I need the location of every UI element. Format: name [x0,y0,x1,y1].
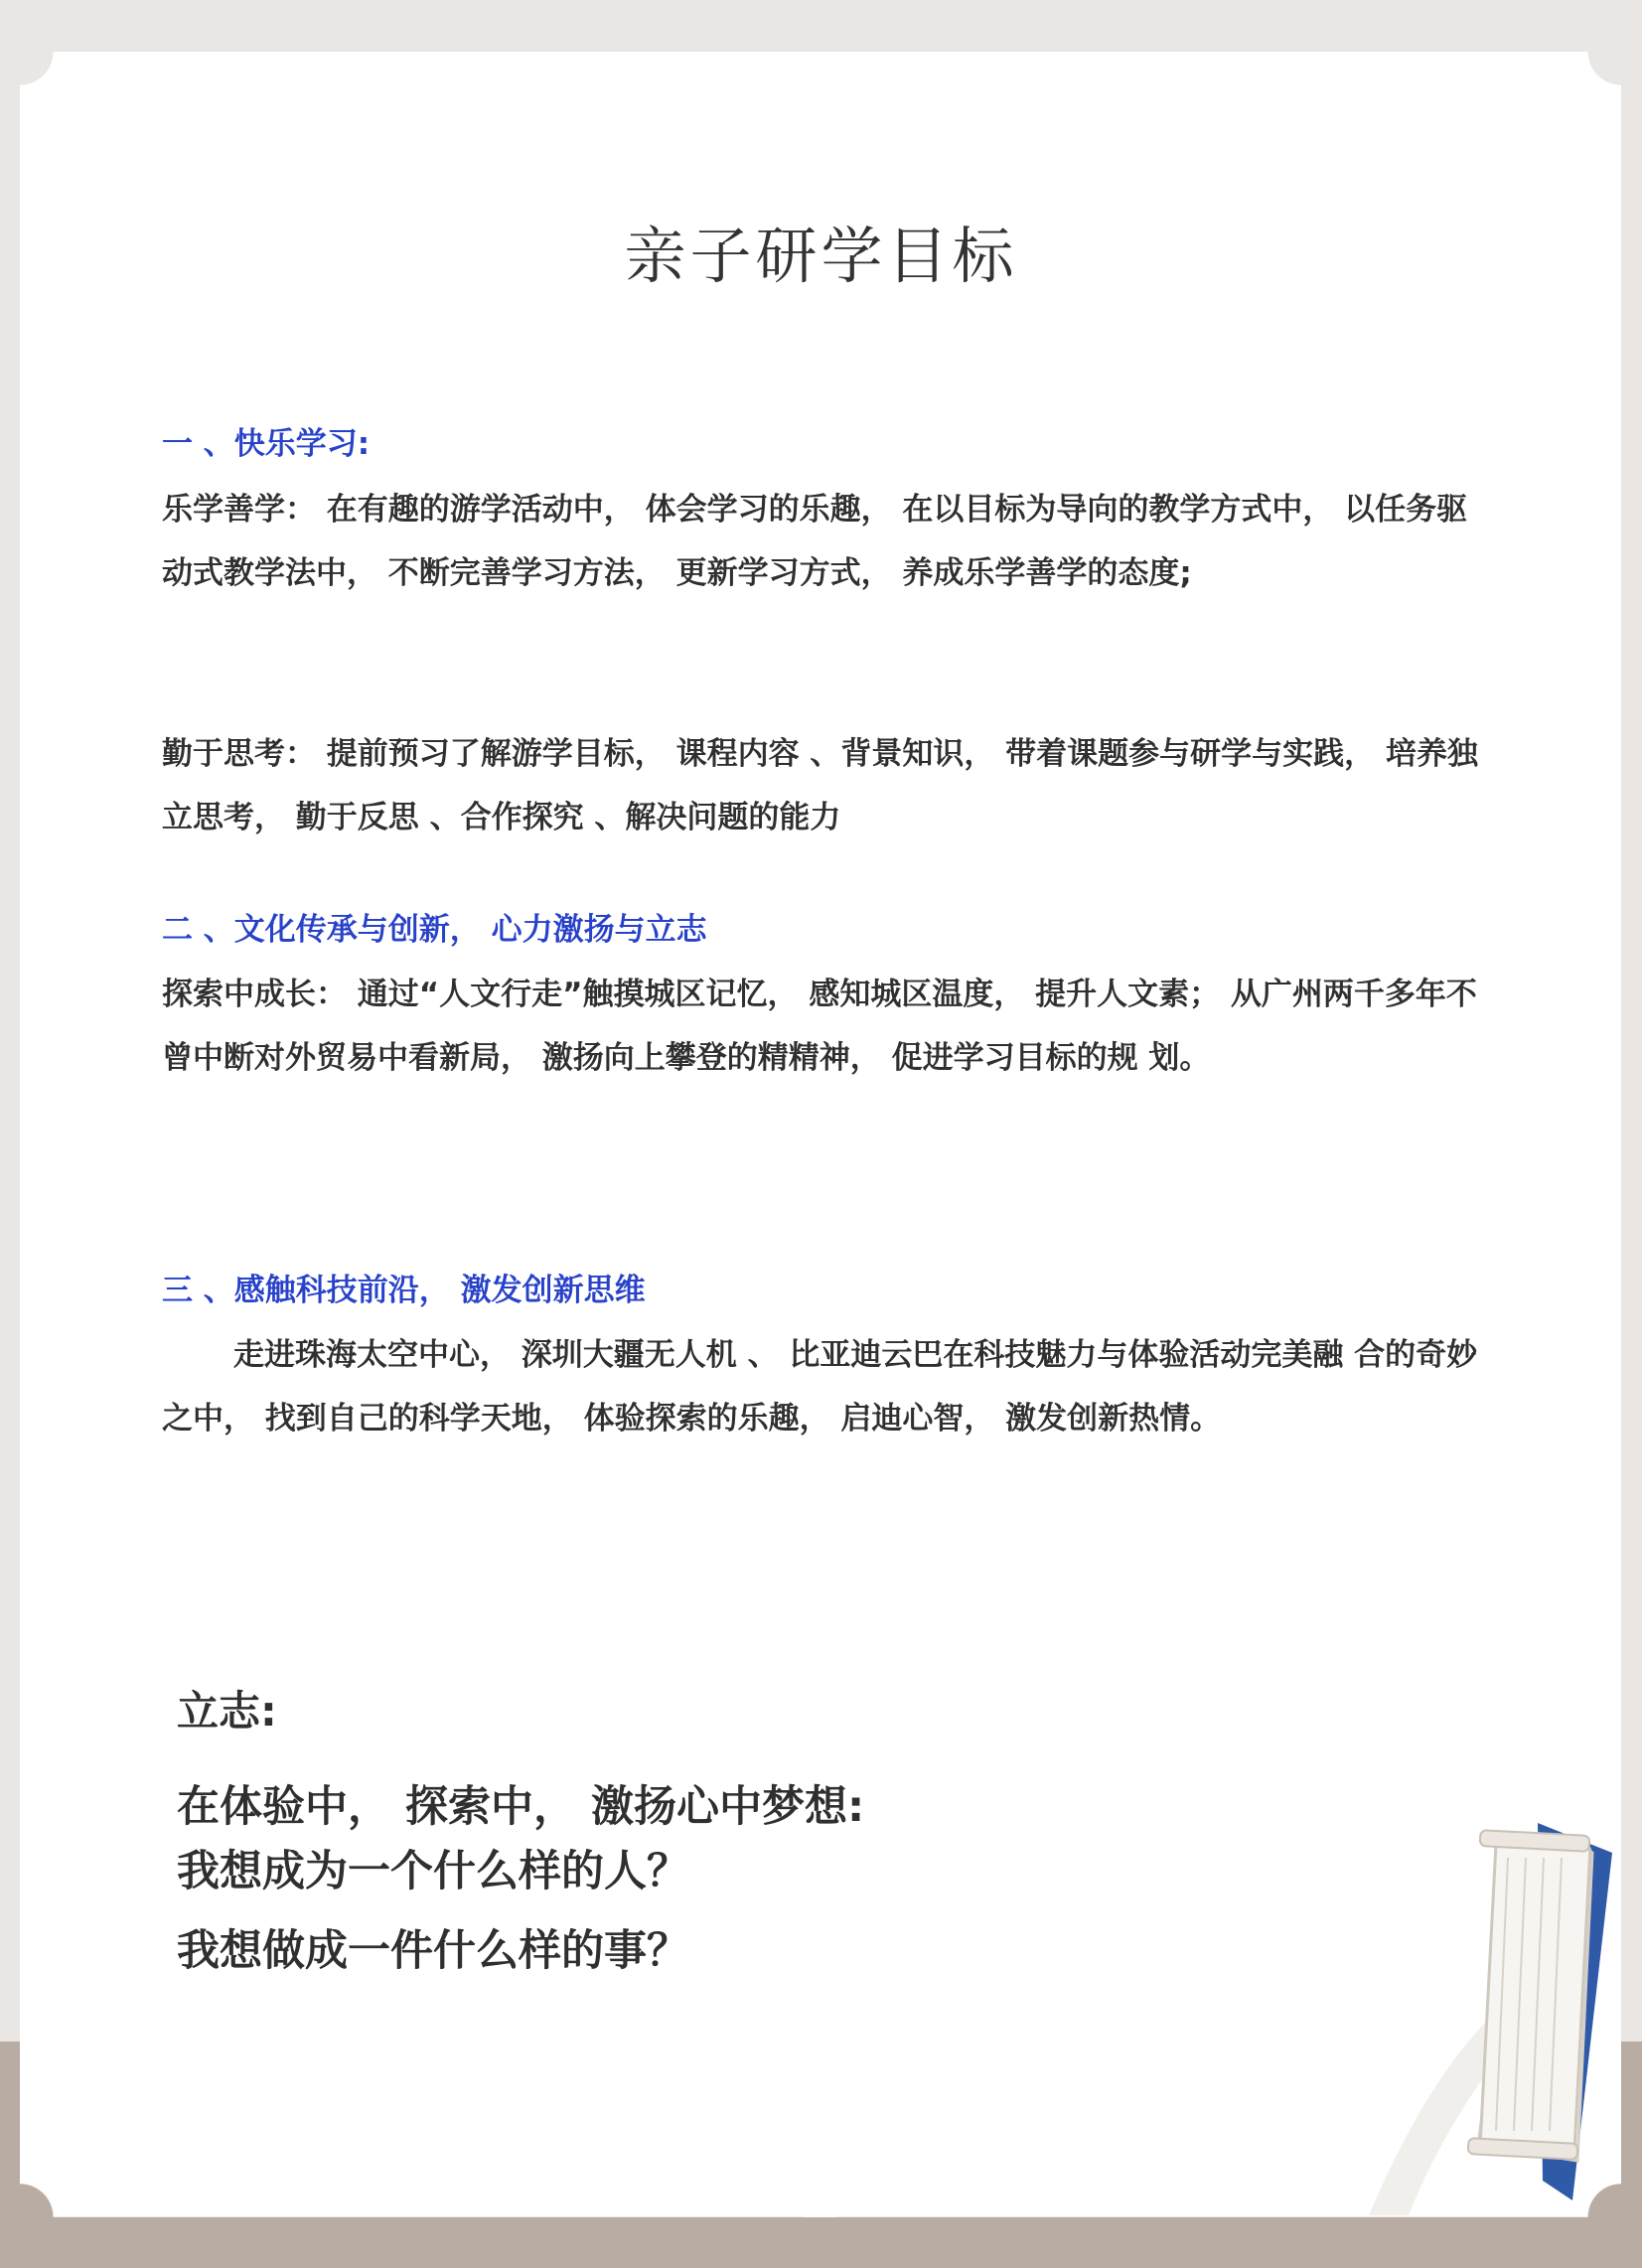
paragraph-diligent-thinking: 勤于思考： 提前预习了解游学目标， 课程内容 、背景知识， 带着课题参与研学与实践， 培养独立思考， 勤于反思 、合作探究 、解决问题的能力 [162,736,1478,835]
paragraph-technology: 走进珠海太空中心， 深圳大疆无人机 、 比亚迪云巴在科技魅力与体验活动完美融 合的奇妙之中， 找到自己的科学天地， 体验探索的乐趣， 启迪心智， 激发创新热情。 [162,1337,1478,1436]
aspiration-line-3: 我想做成一件什么样的事？ [177,1926,689,1976]
paragraph-growth-exploration: 探索中成长： 通过“人文行走”触摸城区记忆， 感知城区温度， 提升人文素； 从广州两千多年不曾中断对外贸易中看新局， 激扬向上攀登的精精神， 促进学习目标的规 划。 [162,977,1477,1076]
page-title: 亲子研学目标 [624,220,1018,292]
section-heading-technology: 三 、感触科技前沿， 激发创新思维 [162,1273,646,1308]
aspiration-label: 立志: [177,1687,277,1736]
section-heading-culture: 二 、文化传承与创新， 心力激扬与立志 [162,912,707,948]
aspiration-line-1: 在体验中， 探索中， 激扬心中梦想: [177,1782,865,1832]
paragraph-learn-joyfully: 乐学善学： 在有趣的游学活动中， 体会学习的乐趣， 在以目标为导向的教学方式中， 以任务驱动式教学法中， 不断完善学习方法， 更新学习方式， 养成乐学善学的态度; [162,492,1468,591]
section-heading-happy-learning: 一 、快乐学习: [162,426,371,462]
aspiration-line-2: 我想成为一个什么样的人？ [177,1847,689,1896]
bamboo-scroll-icon [1369,1803,1627,2220]
